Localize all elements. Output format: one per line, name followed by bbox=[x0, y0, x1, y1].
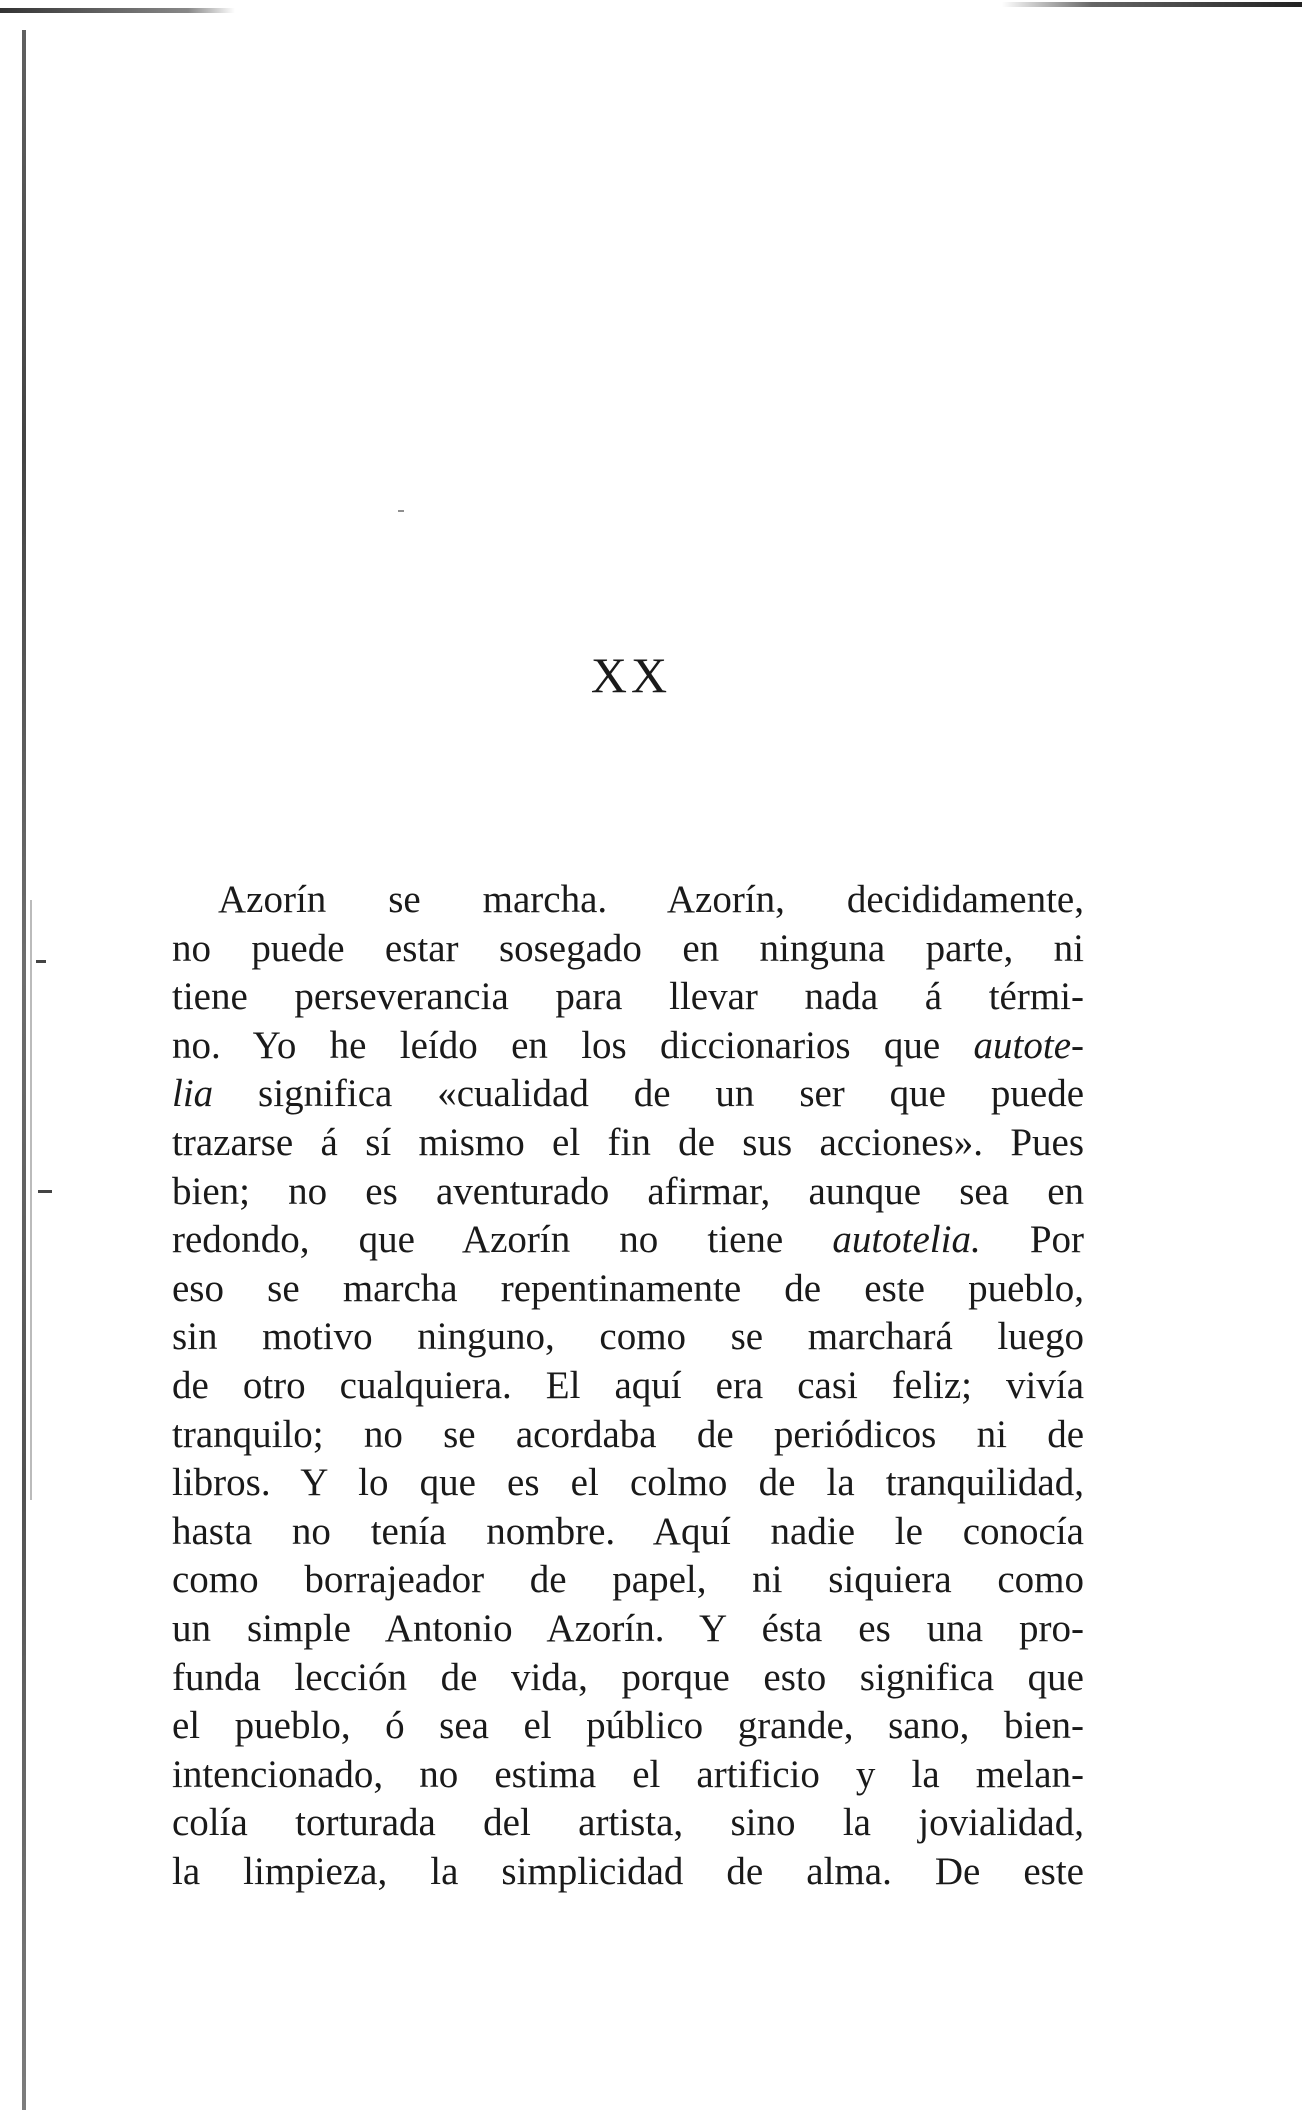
text-line bbox=[172, 925, 1084, 974]
italic-term: autote- bbox=[973, 1023, 1084, 1067]
text-segment: Azorín se marcha. Azorín, decididamente, bbox=[218, 878, 1084, 921]
chapter-paragraph bbox=[172, 876, 1084, 1896]
text-segment: funda lección de vida, porque esto significa que bbox=[172, 1655, 1084, 1699]
italic-term: autotelia. bbox=[832, 1218, 981, 1262]
text-segment: tranquilo; no se acordaba de periódicos ni de bbox=[172, 1412, 1084, 1456]
text-line bbox=[172, 1265, 1084, 1314]
text-segment: de otro cualquiera. El aquí era casi feliz; vivía bbox=[172, 1363, 1084, 1407]
text-line bbox=[172, 1362, 1084, 1411]
text-segment: no puede estar sosegado en ninguna parte, ni bbox=[172, 926, 1084, 970]
text-line bbox=[172, 1070, 1084, 1119]
text-segment: tiene perseverancia para llevar nada á térmi- bbox=[172, 975, 1084, 1019]
text-line bbox=[172, 1459, 1084, 1508]
text-line bbox=[172, 1799, 1084, 1848]
text-line bbox=[172, 1216, 1084, 1265]
scan-speck bbox=[38, 1190, 52, 1193]
text-line bbox=[172, 1751, 1084, 1800]
text-segment: un simple Antonio Azorín. Y ésta es una pro- bbox=[172, 1606, 1084, 1650]
text-line bbox=[172, 1119, 1084, 1168]
scan-edge-top-left bbox=[0, 8, 235, 13]
italic-term: lia bbox=[172, 1072, 214, 1116]
text-segment: eso se marcha repentinamente de este pueblo, bbox=[172, 1266, 1084, 1310]
text-line bbox=[172, 973, 1084, 1022]
text-segment: intencionado, no estima el artificio y la melan- bbox=[172, 1752, 1084, 1796]
text-segment: colía torturada del artista, sino la jovialidad, bbox=[172, 1801, 1084, 1845]
text-segment: redondo, que Azorín no tiene bbox=[172, 1218, 833, 1262]
text-line bbox=[172, 1508, 1084, 1557]
scan-speck bbox=[398, 510, 404, 512]
text-line bbox=[172, 1848, 1084, 1897]
text-segment: el pueblo, ó sea el público grande, sano, bien- bbox=[172, 1704, 1084, 1748]
text-line bbox=[172, 1556, 1084, 1605]
text-segment: significa «cualidad de un ser que puede bbox=[213, 1072, 1084, 1116]
text-segment: no. Yo he leído en los diccionarios que bbox=[172, 1023, 974, 1067]
text-segment: como borrajeador de papel, ni siquiera como bbox=[172, 1558, 1084, 1602]
scan-edge-top-right bbox=[1002, 2, 1302, 7]
text-segment: la limpieza, la simplicidad de alma. De este bbox=[172, 1849, 1084, 1893]
chapter-number: XX bbox=[590, 647, 672, 703]
text-line bbox=[172, 1168, 1084, 1217]
text-line bbox=[172, 876, 1084, 925]
text-line bbox=[172, 1022, 1084, 1071]
text-line bbox=[172, 1313, 1084, 1362]
text-segment: trazarse á sí mismo el fin de sus acciones». Pues bbox=[172, 1120, 1084, 1164]
text-line bbox=[172, 1605, 1084, 1654]
text-segment: bien; no es aventurado afirmar, aunque sea en bbox=[172, 1169, 1084, 1213]
text-line bbox=[172, 1654, 1084, 1703]
text-segment: Por bbox=[980, 1218, 1084, 1262]
text-segment: hasta no tenía nombre. Aquí nadie le conocía bbox=[172, 1509, 1084, 1553]
scan-speck bbox=[36, 960, 46, 963]
text-line bbox=[172, 1702, 1084, 1751]
scan-binding-shadow bbox=[30, 900, 32, 1500]
scan-binding-edge bbox=[22, 30, 26, 2110]
text-line bbox=[172, 1411, 1084, 1460]
text-segment: sin motivo ninguno, como se marchará luego bbox=[172, 1315, 1084, 1359]
text-segment: libros. Y lo que es el colmo de la tranquilidad, bbox=[172, 1461, 1084, 1505]
